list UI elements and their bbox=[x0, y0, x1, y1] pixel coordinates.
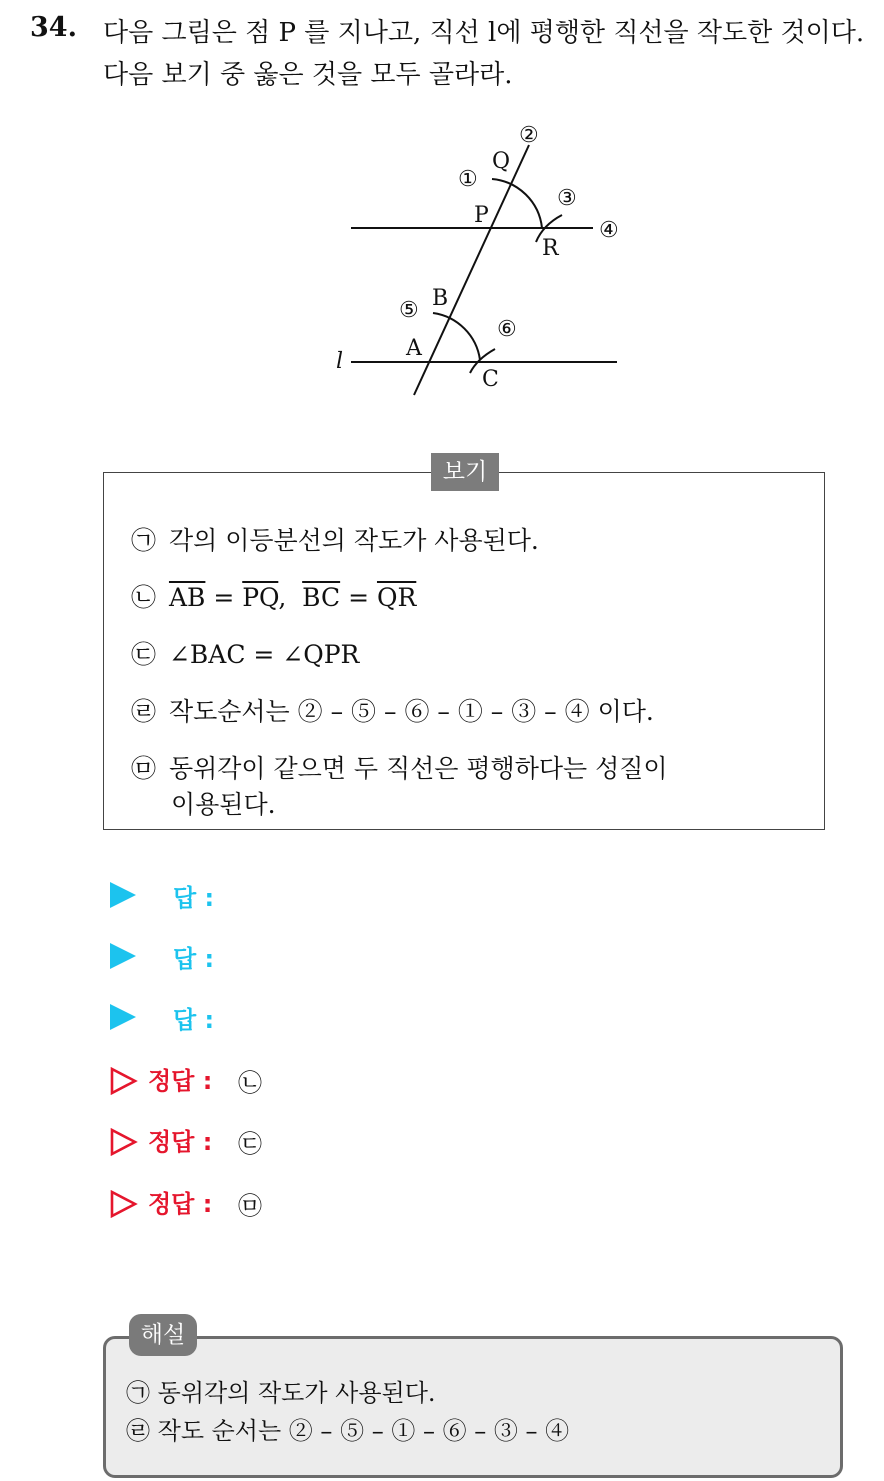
question-number: 34. bbox=[30, 12, 77, 43]
option-mark: ㉣ bbox=[131, 697, 157, 726]
label-circled-4: ④ bbox=[599, 218, 619, 243]
outline-arrow-icon bbox=[110, 1128, 138, 1156]
bogi-title: 보기 bbox=[431, 453, 499, 491]
correct-value: ㉡ bbox=[238, 1069, 262, 1097]
bogi-option-4 bbox=[131, 692, 654, 728]
option-mark: ㉤ bbox=[131, 754, 157, 783]
solution-title: 해설 bbox=[129, 1314, 197, 1356]
label-circled-1: ① bbox=[458, 167, 478, 192]
label-C: C bbox=[482, 367, 499, 392]
equals-sign: = bbox=[340, 583, 377, 612]
label-R: R bbox=[542, 236, 559, 261]
option-mark: ㉡ bbox=[131, 583, 157, 612]
bogi-option-1 bbox=[131, 521, 539, 557]
correct-label: 정답 : bbox=[148, 1190, 213, 1218]
construction-figure bbox=[320, 112, 630, 402]
outline-arrow-icon bbox=[110, 1067, 138, 1095]
answer-label: 답 : bbox=[173, 1006, 215, 1034]
label-Q: Q bbox=[492, 149, 511, 174]
question-text-line1: 다음 그림은 점 P 를 지나고, 직선 l에 평행한 직선을 작도한 것이다. bbox=[103, 18, 865, 48]
segment-pq: $\overline{PQ}$ bbox=[242, 583, 279, 612]
label-P: P bbox=[474, 203, 489, 228]
option-mark: ㉠ bbox=[131, 526, 157, 555]
option-text: 작도순서는 ② – ⑤ – ⑥ – ① – ③ – ④ 이다. bbox=[168, 697, 654, 726]
option-text: ∠BAC = ∠QPR bbox=[168, 640, 360, 669]
label-circled-3: ③ bbox=[557, 186, 577, 211]
label-circled-2: ② bbox=[519, 123, 539, 148]
segment-bc: $\overline{BC}$ bbox=[302, 583, 341, 612]
label-circled-6: ⑥ bbox=[497, 317, 517, 342]
correct-value: ㉢ bbox=[238, 1130, 262, 1158]
separator: , bbox=[278, 583, 303, 612]
outline-arrow-icon bbox=[110, 1190, 138, 1218]
answer-label: 답 : bbox=[173, 884, 215, 912]
play-arrow-icon bbox=[110, 882, 136, 908]
play-arrow-icon bbox=[110, 1004, 136, 1030]
segment-ab: $\overline{AB}$ bbox=[168, 583, 206, 612]
label-l: l bbox=[336, 349, 344, 374]
solution-line-1: ㉠ 동위각의 작도가 사용된다. bbox=[126, 1379, 436, 1407]
solution-line-2: ㉣ 작도 순서는 ② – ⑤ – ① – ⑥ – ③ – ④ bbox=[126, 1417, 570, 1445]
play-arrow-icon bbox=[110, 943, 136, 969]
bogi-option-5-continued: 이용된다. bbox=[171, 790, 276, 819]
bogi-option-5 bbox=[131, 749, 668, 785]
correct-value: ㉤ bbox=[238, 1192, 262, 1220]
option-text: 동위각이 같으면 두 직선은 평행하다는 성질이 bbox=[168, 754, 668, 783]
arc-1 bbox=[492, 179, 542, 228]
label-A: A bbox=[406, 336, 422, 361]
label-circled-5: ⑤ bbox=[399, 298, 419, 323]
equals-sign: = bbox=[205, 583, 243, 612]
bogi-option-2 bbox=[131, 578, 416, 614]
correct-label: 정답 : bbox=[148, 1067, 213, 1095]
answer-label: 답 : bbox=[173, 945, 215, 973]
segment-qr: $\overline{QR}$ bbox=[376, 583, 417, 612]
question-text-line2: 다음 보기 중 옳은 것을 모두 골라라. bbox=[103, 60, 513, 90]
bogi-option-3 bbox=[131, 635, 359, 671]
correct-label: 정답 : bbox=[148, 1128, 213, 1156]
label-B: B bbox=[432, 286, 449, 311]
option-text: 각의 이등분선의 작도가 사용된다. bbox=[168, 526, 539, 555]
option-mark: ㉢ bbox=[131, 640, 157, 669]
